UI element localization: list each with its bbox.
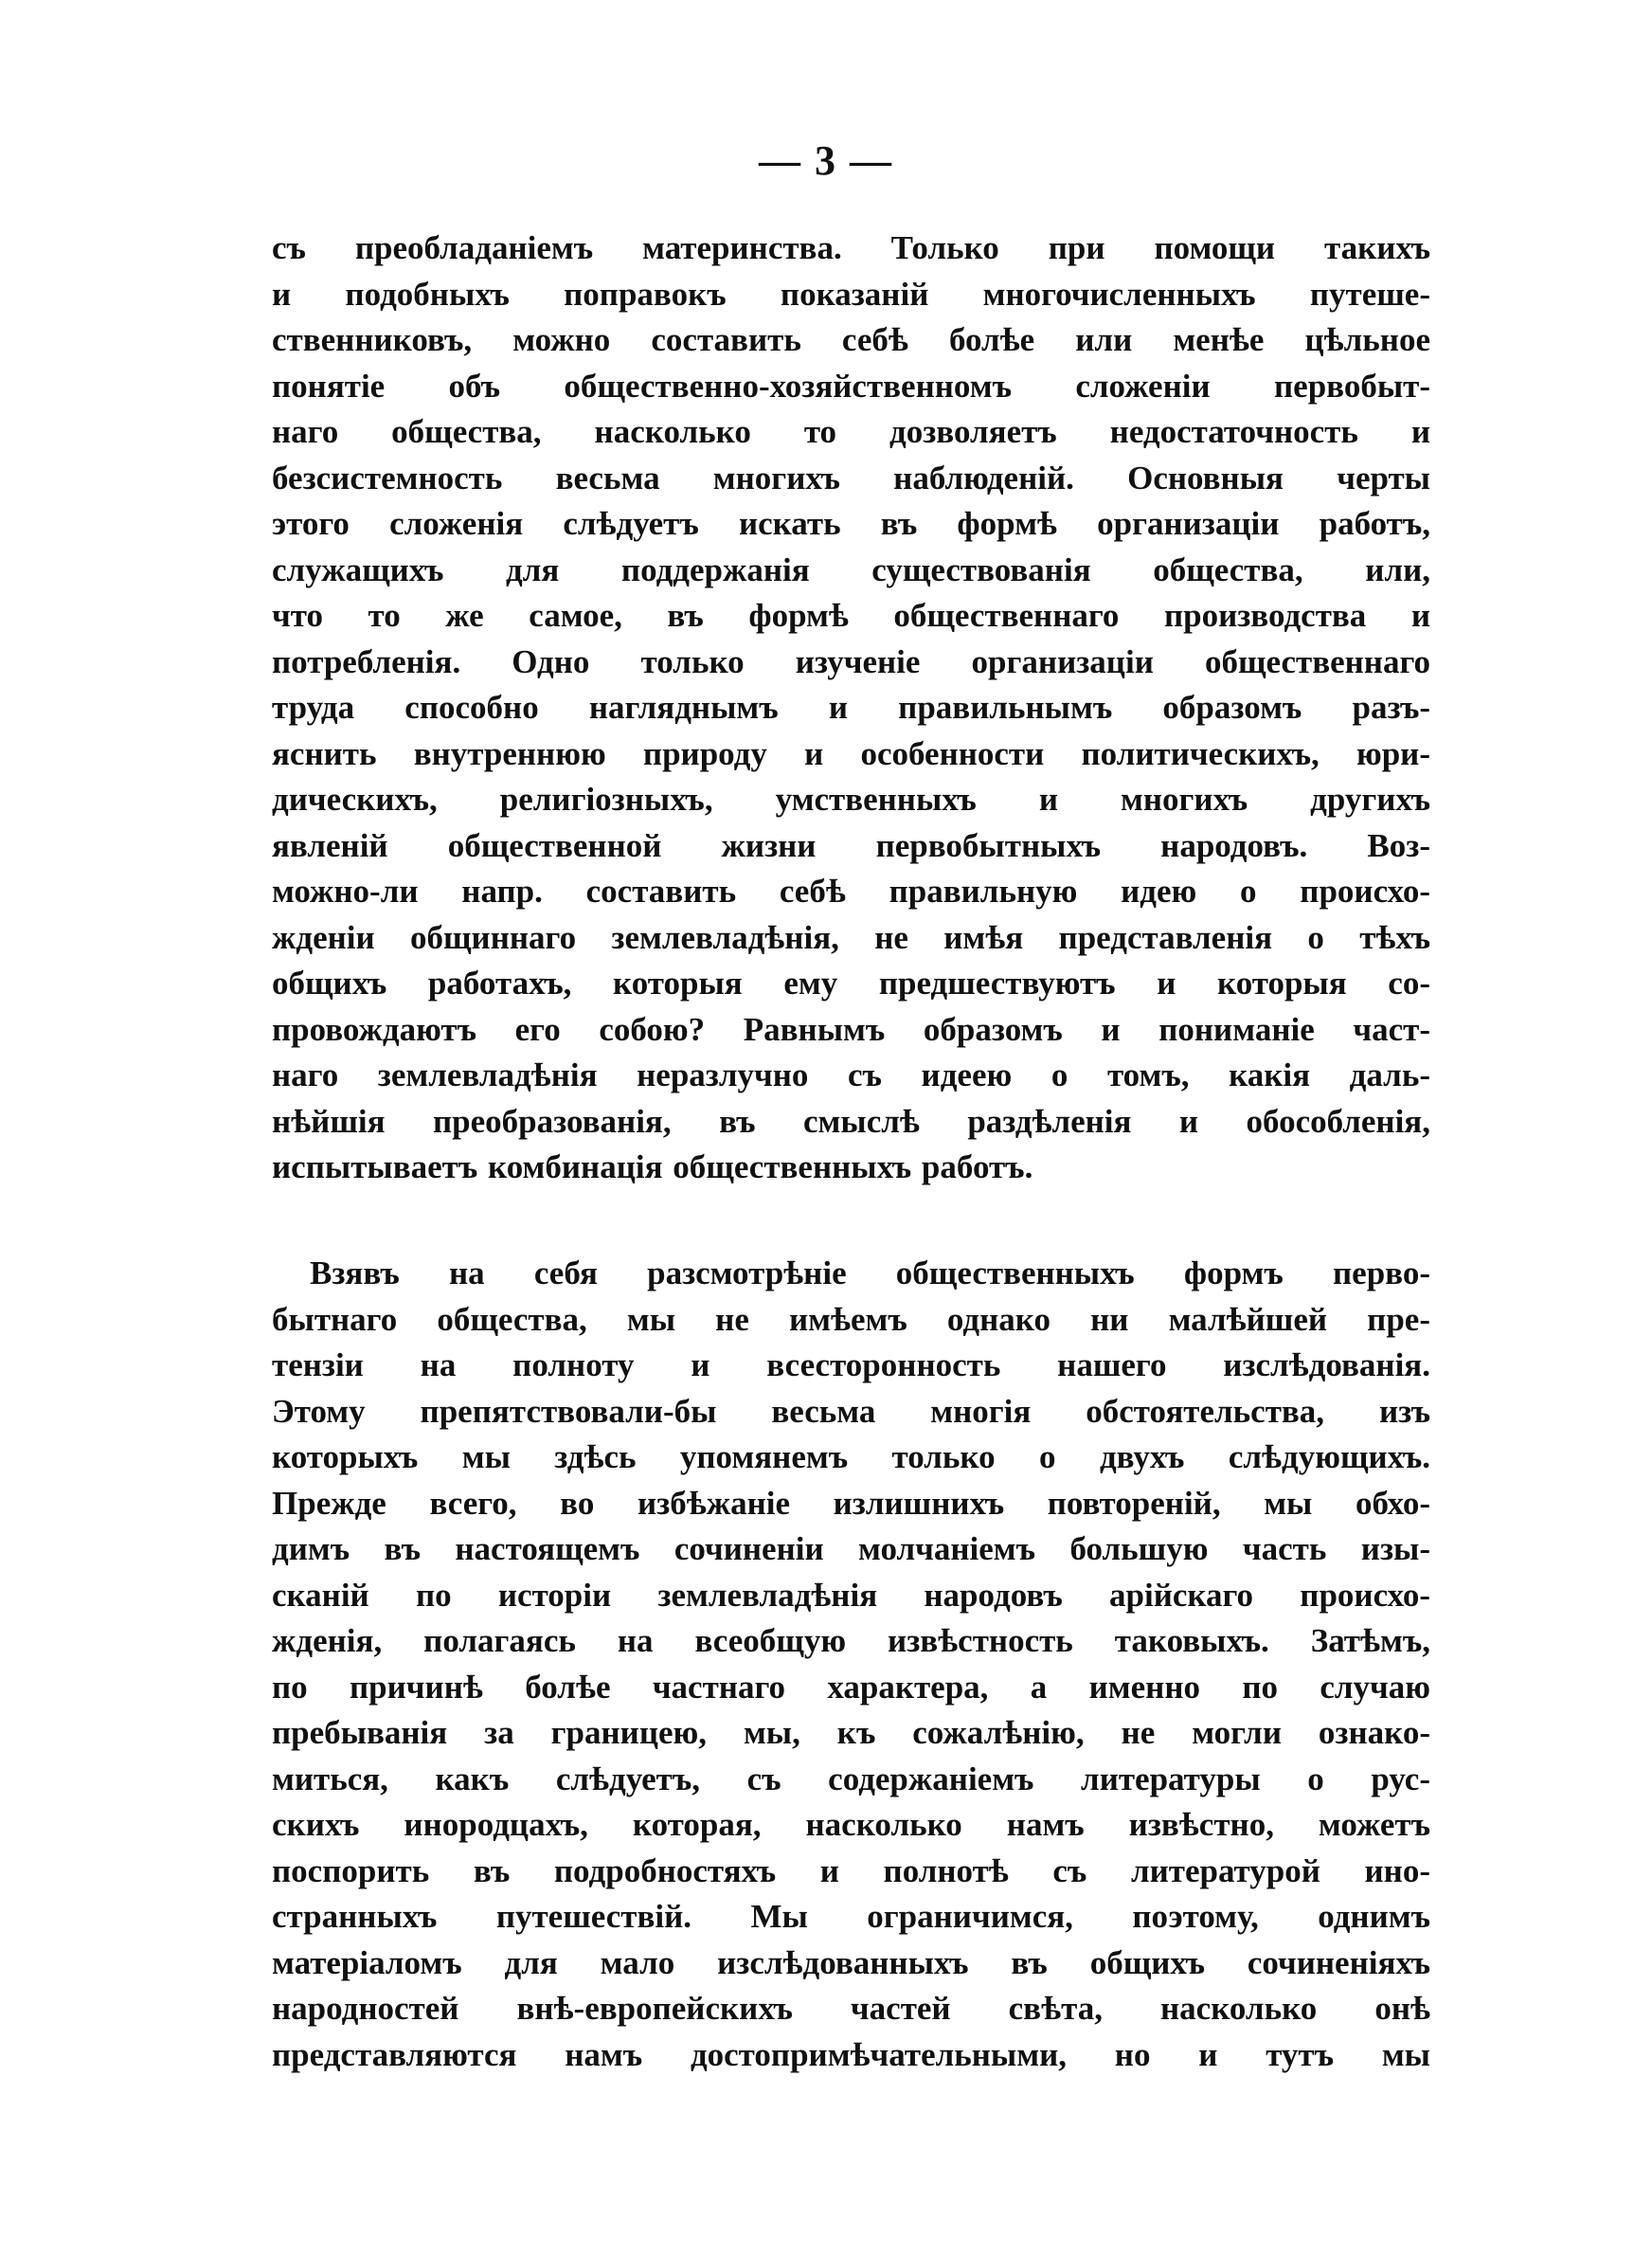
- text-line: миться, какъ слѣдуетъ, съ содержаніемъ литературы о рус-: [272, 1760, 1430, 1797]
- text-line: что то же самое, въ формѣ общественнаго производства и: [272, 597, 1430, 634]
- text-line: потребленія. Одно только изученіе организаціи общественнаго: [272, 642, 1430, 680]
- text-line: провождаютъ его собою? Равнымъ образомъ и пониманіе част-: [272, 1010, 1430, 1048]
- text-line: жденіи общиннаго землевладѣнія, не имѣя представленія о тѣхъ: [272, 918, 1430, 956]
- text-line: этого сложенія слѣдуетъ искать въ формѣ организаціи работъ,: [272, 505, 1430, 542]
- text-line-first: Взявъ на себя разсмотрѣніе общественныхъ формъ перво-: [310, 1255, 1430, 1291]
- text-line: безсистемность весьма многихъ наблюденій. Основныя черты: [272, 459, 1430, 497]
- paragraph-2: [272, 1251, 1430, 2078]
- text-line: и подобныхъ поправокъ показаній многочисленныхъ путеше-: [272, 275, 1430, 313]
- text-line: общихъ работахъ, которыя ему предшествуютъ и которыя со-: [272, 965, 1430, 1002]
- text-line: которыхъ мы здѣсь упомянемъ только о двухъ слѣдующихъ.: [272, 1438, 1430, 1475]
- text-line: матеріаломъ для мало изслѣдованныхъ въ общихъ сочиненіяхъ: [272, 1943, 1430, 1981]
- text-line: тензіи на полноту и всесторонность нашего изслѣдованія.: [272, 1346, 1430, 1383]
- text-line: сканій по исторіи землевладѣнія народовъ арійскаго происхо-: [272, 1576, 1430, 1614]
- text-line: явленій общественной жизни первобытныхъ народовъ. Воз-: [272, 826, 1430, 864]
- paragraph-1: [272, 226, 1430, 1191]
- text-line: скихъ инородцахъ, которая, насколько намъ извѣстно, можетъ: [272, 1806, 1430, 1843]
- text-line: ственниковъ, можно составить себѣ болѣе или менѣе цѣльное: [272, 321, 1430, 358]
- text-line: труда способно нагляднымъ и правильнымъ образомъ разъ-: [272, 689, 1430, 726]
- text-line: наго землевладѣнія неразлучно съ идеею о томъ, какія даль-: [272, 1056, 1430, 1093]
- text-line: яснить внутреннюю природу и особенности политическихъ, юри-: [272, 734, 1430, 772]
- text-line: пребыванія за границею, мы, къ сожалѣнію, не могли ознако-: [272, 1714, 1430, 1751]
- text-line-last: испытываетъ комбинація общественныхъ работъ.: [272, 1148, 1033, 1185]
- text-line: бытнаго общества, мы не имѣемъ однако ни малѣйшей пре-: [272, 1300, 1430, 1338]
- text-line: съ преобладаніемъ материнства. Только при помощи такихъ: [272, 229, 1430, 266]
- text-line: Этому препятствовали-бы весьма многія обстоятельства, изъ: [272, 1392, 1430, 1430]
- text-line: Прежде всего, во избѣжаніе излишнихъ повтореній, мы обхо-: [272, 1484, 1430, 1522]
- text-line: представляются намъ достопримѣчательными, но и тутъ мы: [272, 2035, 1430, 2073]
- text-line: жденія, полагаясь на всеобщую извѣстность таковыхъ. Затѣмъ,: [272, 1622, 1430, 1659]
- text-line: нѣйшія преобразованія, въ смыслѣ раздѣленія и обособленія,: [272, 1102, 1430, 1140]
- text-line: народностей внѣ-европейскихъ частей свѣта, насколько онѣ: [272, 1990, 1430, 2027]
- text-line: дическихъ, религіозныхъ, умственныхъ и многихъ другихъ: [272, 781, 1430, 818]
- text-line: наго общества, насколько то дозволяетъ недостаточность и: [272, 413, 1430, 450]
- text-line: понятіе объ общественно-хозяйственномъ сложеніи первобыт-: [272, 367, 1430, 405]
- text-line: поспорить въ подробностяхъ и полнотѣ съ литературой ино-: [272, 1851, 1430, 1889]
- text-line: димъ въ настоящемъ сочиненіи молчаніемъ большую часть изы-: [272, 1530, 1430, 1567]
- text-line: странныхъ путешествій. Мы ограничимся, поэтому, однимъ: [272, 1898, 1430, 1935]
- text-line: служащихъ для поддержанія существованія общества, или,: [272, 551, 1430, 588]
- page-number: — 3 —: [759, 137, 893, 184]
- text-line: можно-ли напр. составить себѣ правильную идею о происхо-: [272, 873, 1430, 910]
- text-line: по причинѣ болѣе частнаго характера, а именно по случаю: [272, 1668, 1430, 1706]
